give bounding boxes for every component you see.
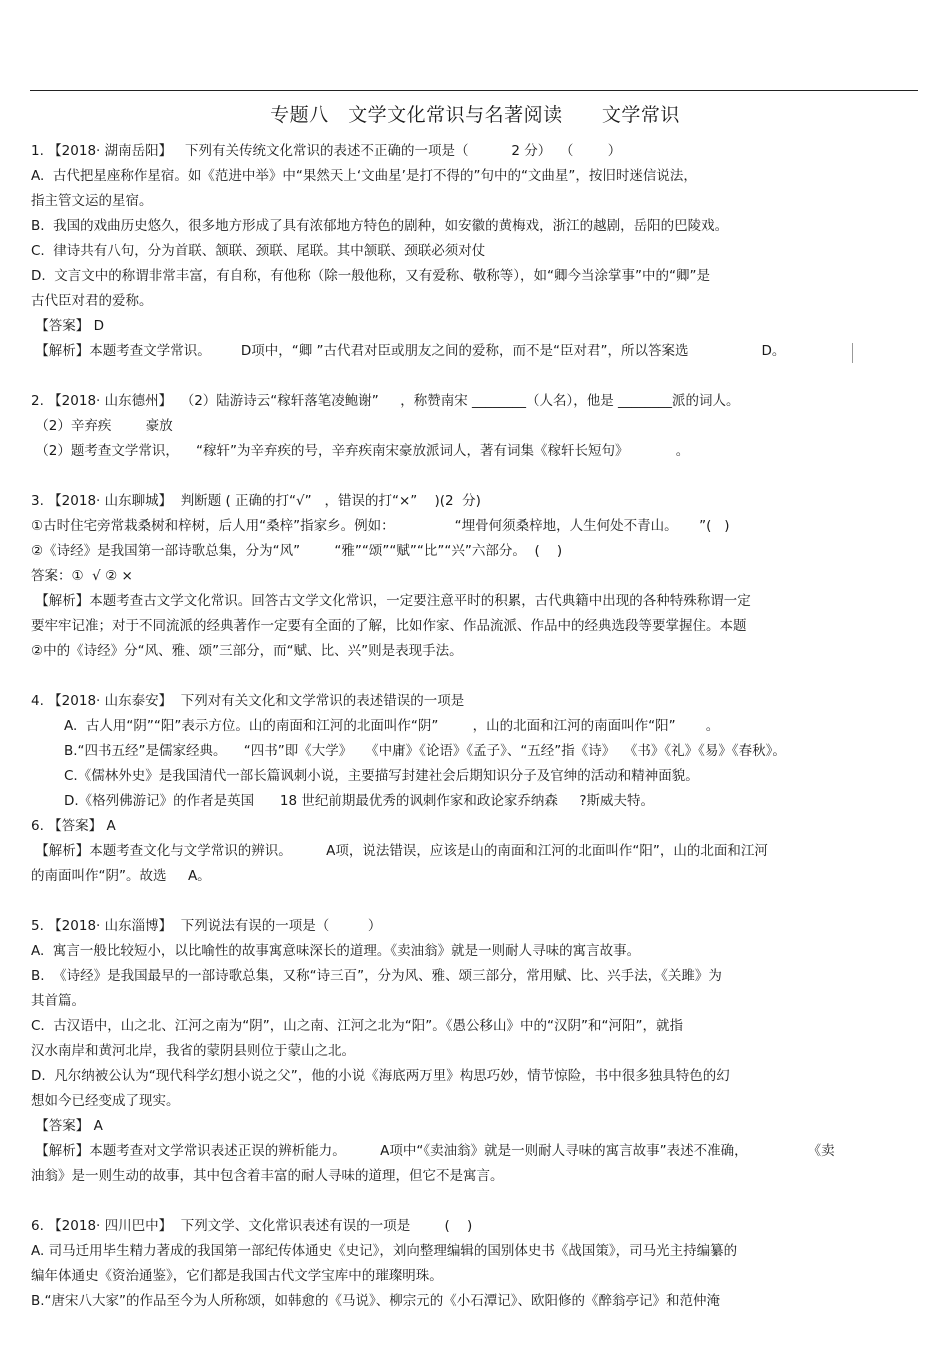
q3-analysis-cont-1: 要牢牢记准；对于不同流派的经典著作一定要有全面的了解，比如作家、作品流派、作品中的经典选段等要掌握住。本题	[31, 618, 747, 634]
q3-analysis: 【解析】本题考查古文学文化常识。回答古文学文化常识，一定要注意平时的积累，古代典籍中出现的各种特殊称谓一定	[31, 593, 751, 609]
q5-option-b-cont: 其首篇。	[31, 993, 85, 1009]
q5-analysis-cont: 油翁》是一则生动的故事，其中包含着丰富的耐人寻味的道理，但它不是寓言。	[31, 1168, 504, 1184]
q3-stem: 3. 【2018· 山东聊城】 判断题 ( 正确的打“√” ，错误的打“×” )(2 分)	[31, 493, 481, 509]
q4-analysis-cont: 的南面叫作“阴”。故选 A。	[31, 868, 211, 884]
q4-analysis: 【解析】本题考查文化与文学常识的辨识。 A项，说法错误，应该是山的南面和江河的北面叫作“阳”，山的北面和江河	[31, 843, 768, 859]
q1-option-c: C. 律诗共有八句，分为首联、颔联、颈联、尾联。其中颔联、颈联必须对仗	[31, 243, 486, 259]
header-rule	[30, 90, 918, 91]
q2-stem: 2. 【2018· 山东德州】 （2）陆游诗云“稼轩落笔凌鲍谢” ，称赞南宋 ________（人名），他是 ________派的词人。	[31, 393, 740, 409]
q6-option-a: A. 司马迁用毕生精力著成的我国第一部纪传体通史《史记》，刘向整理编辑的国别体史书《战国策》，司马光主持编纂的	[31, 1243, 738, 1259]
q3-item-1: ①古时住宅旁常栽桑树和梓树，后人用“桑梓”指家乡。例如： “埋骨何须桑梓地，人生何处不青山。 ”( )	[31, 518, 730, 534]
q4-answer: 6. 【答案】 A	[31, 818, 116, 834]
q2-analysis: （2）题考查文学常识， “稼轩”为辛弃疾的号，辛弃疾南宋豪放派词人，著有词集《稼轩长短句》 。	[31, 443, 690, 459]
q2-answer: （2）辛弃疾 豪放	[31, 418, 173, 434]
q5-stem: 5. 【2018· 山东淄博】 下列说法有误的一项是（ ）	[31, 918, 382, 934]
q1-analysis: 【解析】本题考查文学常识。 D项中，“卿 ”古代君对臣或朋友之间的爱称，而不是“臣对君”，所以答案选 D。	[31, 343, 786, 359]
q3-analysis-cont-2: ②中的《诗经》分“风、雅、颂”三部分，而“赋、比、兴”则是表现手法。	[31, 643, 463, 659]
q6-option-b: B.“唐宋八大家”的作品至今为人所称颂，如韩愈的《马说》、柳宗元的《小石潭记》、欧阳修的《醉翁亭记》和范仲淹	[31, 1293, 721, 1309]
q5-option-c: C. 古汉语中，山之北、江河之南为“阴”，山之南、江河之北为“阳”。《愚公移山》中的“汉阴”和“河阳”，就指	[31, 1018, 683, 1034]
q1-option-a: A. 古代把星座称作星宿。如《范进中举》中“果然天上‘文曲星’是打不得的”句中的“文曲星”，按旧时迷信说法，	[31, 168, 697, 184]
q5-option-d: D. 凡尔纳被公认为“现代科学幻想小说之父”，他的小说《海底两万里》构思巧妙，情节惊险，书中很多独具特色的幻	[31, 1068, 730, 1084]
q4-option-d: D.《格列佛游记》的作者是英国 18 世纪前期最优秀的讽刺作家和政论家乔纳森 ?斯威夫特。	[64, 793, 655, 809]
q5-option-d-cont: 想如今已经变成了现实。	[31, 1093, 180, 1109]
text-cursor-mark	[852, 343, 853, 363]
q4-option-b: B.“四书五经”是儒家经典。 “四书”即《大学》 《中庸》《论语》《孟子》、“五经”指《诗》 《书》《礼》《易》《春秋》。	[64, 743, 786, 759]
q6-option-a-cont: 编年体通史《资治通鉴》，它们都是我国古代文学宝库中的璀璨明珠。	[31, 1268, 443, 1284]
q1-option-b: B. 我国的戏曲历史悠久，很多地方形成了具有浓郁地方特色的剧种，如安徽的黄梅戏，浙江的越剧，岳阳的巴陵戏。	[31, 218, 729, 234]
q1-stem: 1. 【2018· 湖南岳阳】 下列有关传统文化常识的表述不正确的一项是（ 2 分） （ ）	[31, 143, 622, 159]
q1-option-a-cont: 指主管文运的星宿。	[31, 193, 153, 209]
q5-analysis: 【解析】本题考查对文学常识表述正误的辨析能力。 A项中“《卖油翁》就是一则耐人寻味的寓言故事”表述不准确， 《卖	[31, 1143, 835, 1159]
q1-option-d: D. 文言文中的称谓非常丰富，有自称，有他称（除一般他称，又有爱称、敬称等），如“卿今当涂掌事”中的“卿”是	[31, 268, 710, 284]
q5-option-c-cont: 汉水南岸和黄河北岸，我省的蒙阴县则位于蒙山之北。	[31, 1043, 355, 1059]
q5-option-a: A. 寓言一般比较短小，以比喻性的故事寓意味深长的道理。《卖油翁》就是一则耐人寻味的寓言故事。	[31, 943, 641, 959]
q4-option-c: C.《儒林外史》是我国清代一部长篇讽刺小说，主要描写封建社会后期知识分子及官绅的活动和精神面貌。	[64, 768, 699, 784]
page-title: 专题八 文学文化常识与名著阅读 文学常识	[270, 104, 680, 126]
q1-option-d-cont: 古代臣对君的爱称。	[31, 293, 153, 309]
q4-option-a: A. 古人用“阴”“阳”表示方位。山的南面和江河的北面叫作“阴” ，山的北面和江河的南面叫作“阳” 。	[64, 718, 720, 734]
q3-item-2: ②《诗经》是我国第一部诗歌总集，分为“风” “雅”“颂”“赋”“比”“兴”六部分。 ( )	[31, 543, 563, 559]
q5-option-b: B. 《诗经》是我国最早的一部诗歌总集，又称“诗三百”，分为风、雅、颂三部分，常用赋、比、兴手法，《关雎》为	[31, 968, 722, 984]
q3-answer: 答案：① √ ② ×	[31, 568, 133, 584]
q6-stem: 6. 【2018· 四川巴中】 下列文学、文化常识表述有误的一项是 ( )	[31, 1218, 473, 1234]
q1-answer: 【答案】 D	[31, 318, 104, 334]
q4-stem: 4. 【2018· 山东泰安】 下列对有关文化和文学常识的表述错误的一项是	[31, 693, 465, 709]
q5-answer: 【答案】 A	[31, 1118, 103, 1134]
